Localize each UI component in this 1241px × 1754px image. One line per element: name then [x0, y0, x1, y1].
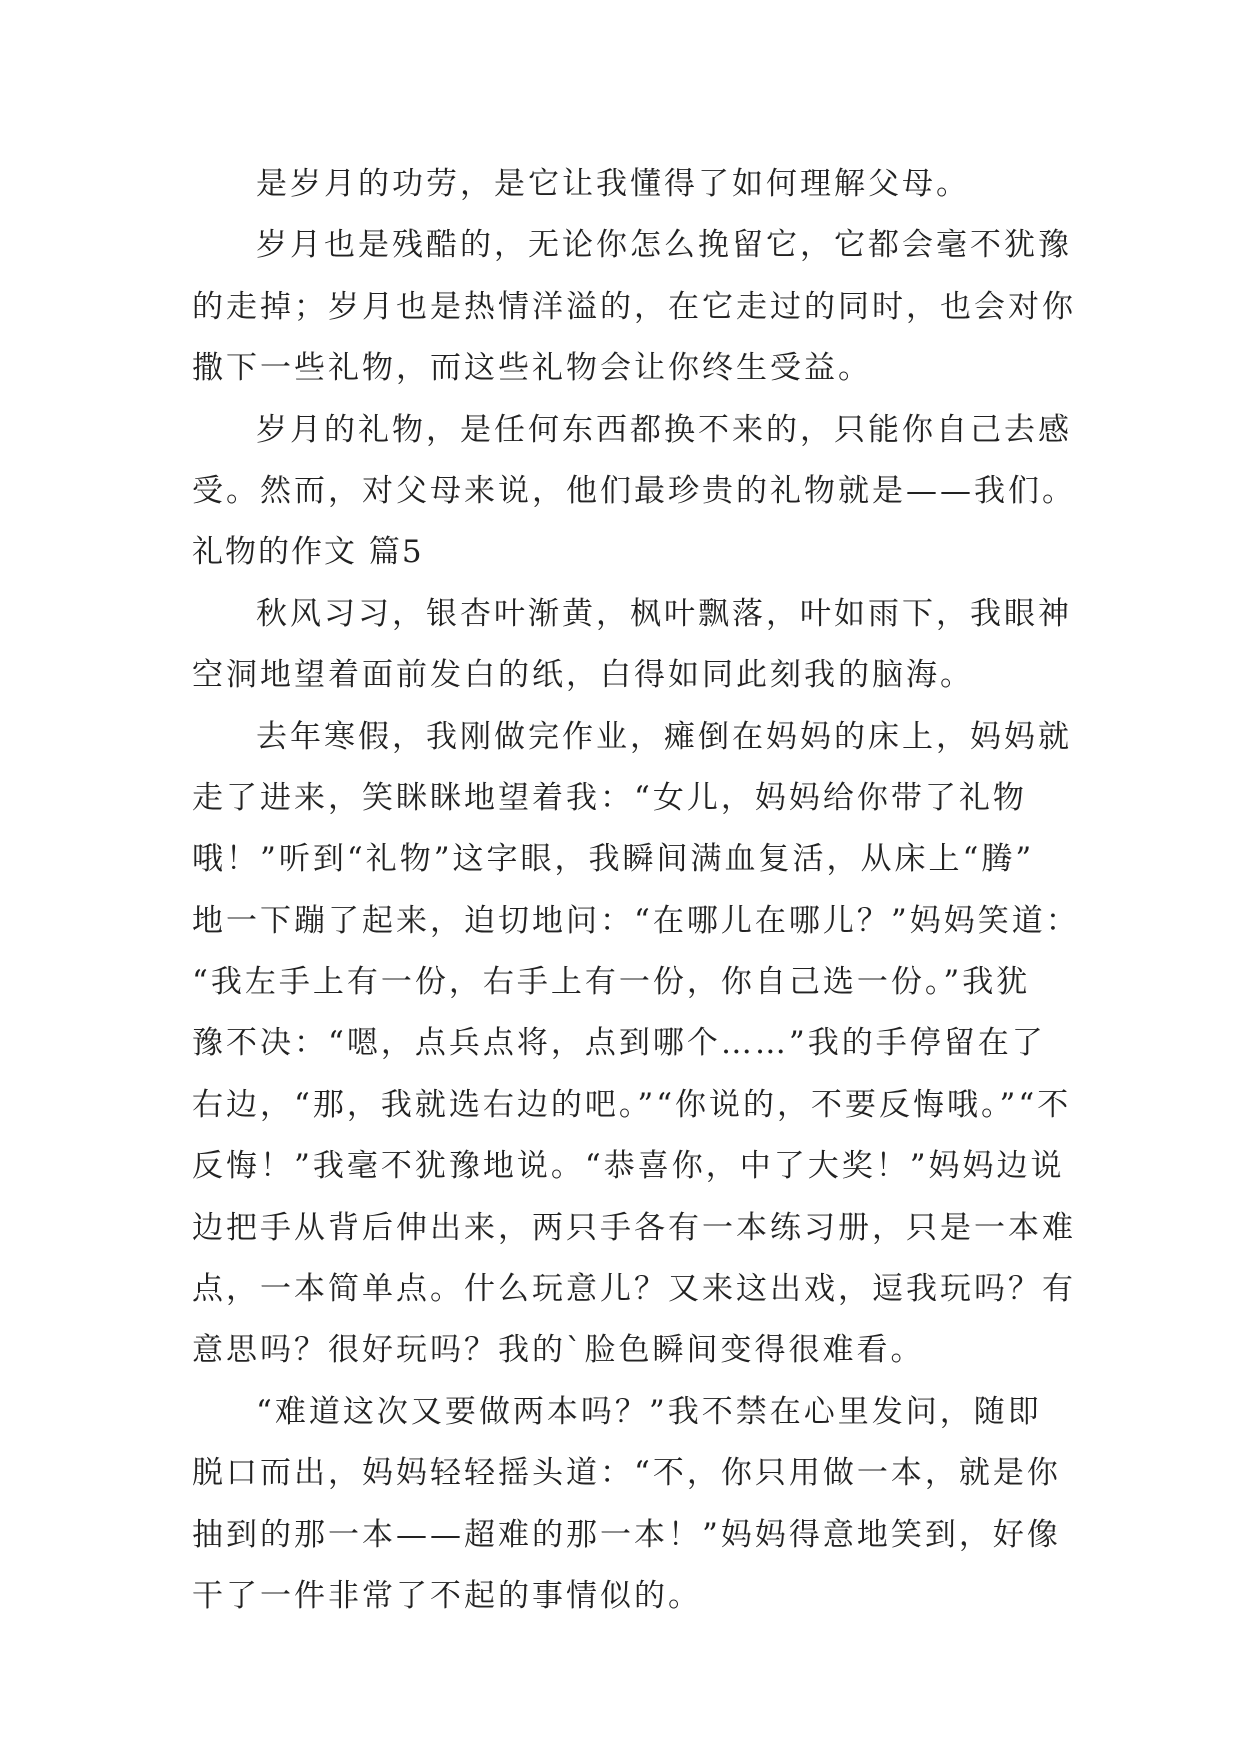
text-line: 意思吗？很好玩吗？我的`脸色瞬间变得很难看。 — [192, 1332, 925, 1369]
text-line: “我左手上有一份，右手上有一份，你自己选一份。”我犹 — [192, 964, 1031, 1001]
text-line: 撒下一些礼物，而这些礼物会让你终生受益。 — [192, 350, 872, 387]
text-line: 岁月也是残酷的，无论你怎么挽留它，它都会毫不犹豫 — [256, 227, 1072, 264]
text-line: 地一下蹦了起来，迫切地问：“在哪儿在哪儿？”妈妈笑道： — [192, 902, 1080, 939]
text-line: 反悔！”我毫不犹豫地说。“恭喜你，中了大奖！”妈妈边说 — [192, 1148, 1065, 1185]
text-line: 哦！”听到“礼物”这字眼，我瞬间满血复活，从床上“腾” — [192, 841, 1035, 878]
text-line: 边把手从背后伸出来，两只手各有一本练习册，只是一本难 — [192, 1209, 1076, 1246]
text-line: 走了进来，笑眯眯地望着我：“女儿，妈妈给你带了礼物 — [192, 779, 1027, 816]
text-line: 岁月的礼物，是任何东西都换不来的，只能你自己去感 — [256, 411, 1072, 448]
section-heading: 礼物的作文 篇5 — [192, 534, 424, 571]
text-line: 右边，“那，我就选右边的吧。”“你说的，不要反悔哦。”“不 — [192, 1086, 1072, 1123]
text-line: 秋风习习，银杏叶渐黄，枫叶飘落，叶如雨下，我眼神 — [256, 595, 1072, 632]
text-line: 受。然而，对父母来说，他们最珍贵的礼物就是——我们。 — [192, 472, 1076, 509]
text-line: 是岁月的功劳，是它让我懂得了如何理解父母。 — [256, 166, 970, 202]
text-line: 脱口而出，妈妈轻轻摇头道：“不，你只用做一本，就是你 — [192, 1455, 1061, 1492]
text-line: 的走掉；岁月也是热情洋溢的，在它走过的同时，也会对你 — [192, 288, 1076, 325]
text-line: 抽到的那一本——超难的那一本！”妈妈得意地笑到，好像 — [192, 1516, 1061, 1553]
text-line: “难道这次又要做两本吗？”我不禁在心里发问，随即 — [256, 1393, 1042, 1430]
text-line: 空洞地望着面前发白的纸，白得如同此刻我的脑海。 — [192, 657, 974, 694]
text-line: 点，一本简单点。什么玩意儿？又来这出戏，逗我玩吗？有 — [192, 1271, 1076, 1308]
text-line: 去年寒假，我刚做完作业，瘫倒在妈妈的床上，妈妈就 — [256, 718, 1072, 755]
text-line: 豫不决：“嗯，点兵点将，点到哪个……”我的手停留在了 — [192, 1025, 1046, 1062]
essay-body — [192, 154, 1080, 1627]
text-line: 干了一件非常了不起的事情似的。 — [192, 1577, 702, 1614]
